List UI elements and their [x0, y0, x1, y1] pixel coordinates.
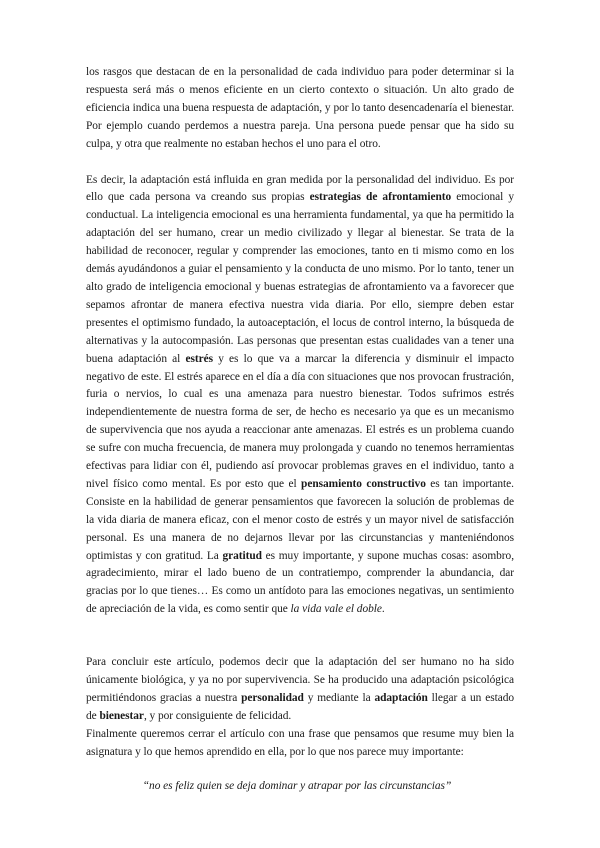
- bold-adaptacion: adaptación: [374, 692, 428, 704]
- bold-estrategias-de-afrontamiento: estrategias de afrontamiento: [309, 191, 452, 204]
- paragraph-3-text-1: Para concluir este artículo, podemos decir que la adaptación del ser humano no ha sido únicamente biológica, y ya no por supervivencia. Se ha producido una adaptación psicológica permitiéndonos gracias a nuestra: [86, 656, 514, 704]
- paragraph-2-text-1: Es decir, la adaptación está influida en gran medida por la personalidad del individuo. Es por ello que cada persona va creando sus propias: [86, 173, 514, 204]
- paragraph-1: los rasgos que destacan de en la personalidad de cada individuo para poder determinar si la respuesta será más o menos eficiente en un cierto contexto o situación. Un alto grado de eficiencia indica una buena respuesta de adaptación, y por lo tanto desencadenaría el bienestar. Por ejemplo cuando perdemos a nuestra pareja. Una persona puede pensar que ha sido su culpa, y otra que realmente no estaban hechos el uno para el otro.: [86, 66, 514, 150]
- paragraph-2: [86, 172, 514, 620]
- paragraph-2-text-5: es muy importante, y supone muchas cosas: asombro, agradecimiento, mirar el lado bueno de un contratiempo, comprender la abundancia, dar gracias por lo que tienes… Es como un antídoto para las emociones negativas, un sentimiento de apreciación de la vida, es como sentir que: [86, 549, 514, 616]
- paragraph-3-text-2: y mediante la: [303, 692, 375, 704]
- paragraph-3: [86, 654, 514, 726]
- bold-bienestar: bienestar: [99, 709, 144, 722]
- paragraph-2-text-2: emocional y conductual. La inteligencia emocional es una herramienta fundamental, ya que ha permitido la adaptación del ser humano, crear un medio civilizado y llegar al bienestar. Se trata de la habilidad de reconocer, regular y comprender las emociones, tanto en ti mismo como en los demás ayudándonos a guiar el pensamiento y la conducta de uno mismo. Por lo tanto, tener un alto grado de inteligencia emocional y buenas estrategias de afrontamiento va a favorecer que sepamos afrontar de manera efectiva nuestra vida diaria. Por ello, siempre deben estar presentes el optimismo fundado, la autoaceptación, el locus de control interno, la búsqueda de alternativas y la autocompasión. Las personas que presentan estas cualidades van a tener una buena adaptación al: [86, 191, 514, 365]
- bold-pensamiento-constructivo: pensamiento constructivo: [301, 477, 426, 490]
- bold-estres: estrés: [185, 352, 214, 365]
- italic-la-vida-vale-el-doble: la vida vale el doble: [290, 603, 382, 616]
- paragraph-2-text-3: y es lo que va a marcar la diferencia y disminuir el impacto negativo de este. El estrés aparece en el día a día con situaciones que nos provocan frustración, furia o nervios, lo cual es una amenaza para nuestro bienestar. Todos sufrimos estrés independientemente de nuestra forma de ser, de hecho es necesario ya que es un mecanismo de supervivencia que nos ayuda a reaccionar ante amenazas. El estrés es un problema cuando se sufre con mucha frecuencia, de manera muy prolongada y cuando no tenemos herramientas efectivas para lidiar con él, pudiendo así provocar problemas graves en el individuo, tanto a nivel físico como mental. Es por esto que el: [86, 352, 515, 490]
- paragraph-4: Finalmente queremos cerrar el artículo con una frase que pensamos que resume muy bien la asignatura y lo que hemos aprendido en ella, por lo que nos parece muy importante:: [86, 727, 514, 758]
- paragraph-3-text-3: llegar a un estado de: [86, 692, 514, 722]
- bold-gratitud: gratitud: [222, 549, 262, 562]
- paragraph-2-text-4: es tan importante. Consiste en la habilidad de generar pensamientos que favorecen la solución de problemas de la vida diaria de manera eficaz, con el menor costo de estrés y un mayor nivel de satisfacción personal. Es una manera de no dejarnos llevar por las circunstancias y manteniéndonos optimistas y con gratitud. La: [86, 477, 514, 562]
- paragraph-2-text-6: .: [381, 603, 385, 616]
- closing-quote: “no es feliz quien se deja dominar y atrapar por las circunstancias”: [142, 779, 452, 792]
- bold-personalidad: personalidad: [241, 692, 304, 704]
- paragraph-3-text-4: , y por consiguiente de felicidad.: [143, 709, 292, 722]
